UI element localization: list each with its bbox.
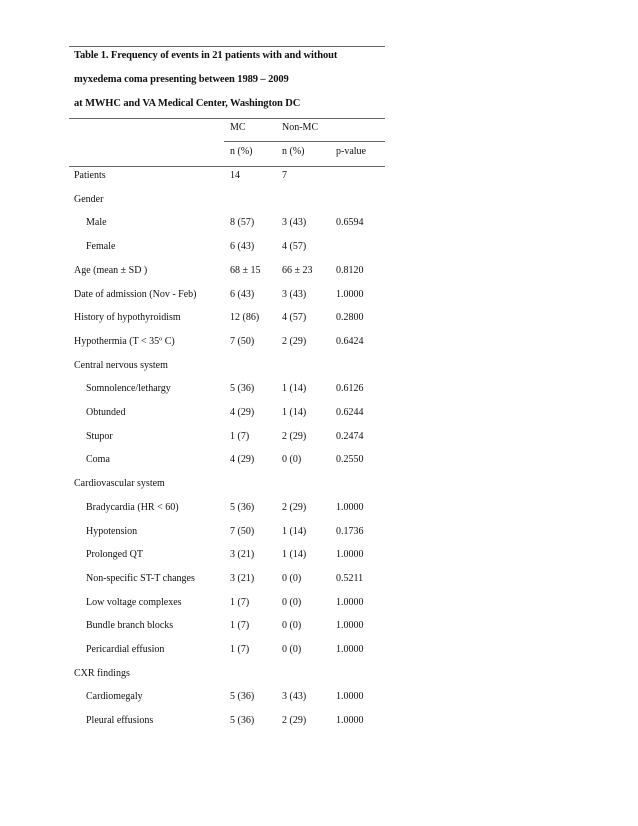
nonmc-value: 1 (14) bbox=[282, 407, 307, 418]
mc-value: 12 (86) bbox=[230, 312, 260, 324]
pvalue: 1.0000 bbox=[336, 715, 364, 727]
pvalue: 0.6594 bbox=[336, 217, 364, 229]
nonmc-value: 4 (57) bbox=[282, 241, 307, 253]
mc-value: 4 (29) bbox=[230, 454, 255, 466]
table-row bbox=[0, 336, 638, 350]
table-row bbox=[0, 194, 638, 208]
row-label: Non-specific ST-T changes bbox=[86, 572, 195, 584]
mc-value: 3 (21) bbox=[230, 549, 255, 561]
pvalue: 1.0000 bbox=[336, 596, 364, 608]
mc-value: 14 bbox=[230, 170, 240, 181]
table-row bbox=[0, 573, 638, 587]
table-row bbox=[0, 668, 638, 682]
mc-value: 7 (50) bbox=[230, 525, 255, 537]
table-row bbox=[0, 241, 638, 255]
table-row bbox=[0, 715, 638, 729]
nonmc-value: 1 (14) bbox=[282, 383, 307, 395]
nonmc-value: 3 (43) bbox=[282, 691, 307, 703]
nonmc-value: 66 ± 23 bbox=[282, 264, 313, 276]
row-label: Low voltage complexes bbox=[86, 596, 182, 608]
table-row bbox=[0, 289, 638, 303]
table-caption-line-3: at MWHC and VA Medical Center, Washington DC bbox=[74, 98, 301, 109]
row-label: Bundle branch blocks bbox=[86, 620, 174, 632]
group-header-row bbox=[0, 122, 638, 136]
table-row bbox=[0, 691, 638, 705]
table-row bbox=[0, 526, 638, 540]
table-row bbox=[0, 597, 638, 611]
nonmc-value: 0 (0) bbox=[282, 620, 302, 632]
pvalue: 0.2474 bbox=[336, 430, 364, 442]
nonmc-value: 2 (29) bbox=[282, 715, 307, 727]
row-label: Male bbox=[86, 217, 107, 229]
nonmc-value: 3 (43) bbox=[282, 217, 307, 229]
nonmc-value: 2 (29) bbox=[282, 430, 307, 442]
row-label: Date of admission (Nov - Feb) bbox=[74, 288, 197, 300]
table-row bbox=[0, 478, 638, 492]
nonmc-value: 0 (0) bbox=[282, 596, 302, 608]
group-header-rule bbox=[224, 141, 385, 142]
row-label: Gender bbox=[74, 193, 104, 205]
table-row bbox=[0, 644, 638, 658]
mc-value: 1 (7) bbox=[230, 596, 250, 608]
table-caption-line-1: Table 1. Frequency of events in 21 patients with and without bbox=[74, 50, 338, 61]
row-label: Patients bbox=[74, 170, 106, 181]
row-label: Hypotension bbox=[86, 525, 138, 537]
pvalue: 0.5211 bbox=[336, 572, 364, 584]
row-label: Coma bbox=[86, 454, 110, 466]
nonmc-value: 2 (29) bbox=[282, 335, 307, 347]
table-row bbox=[0, 431, 638, 445]
nonmc-value: 2 (29) bbox=[282, 501, 307, 513]
row-label: Pericardial effusion bbox=[86, 644, 165, 655]
mc-value: 3 (21) bbox=[230, 572, 255, 584]
row-label: Somnolence/lethargy bbox=[86, 383, 171, 395]
table-row bbox=[0, 502, 638, 516]
table-row bbox=[0, 620, 638, 634]
table-row bbox=[0, 454, 638, 468]
pvalue: 0.1736 bbox=[336, 525, 364, 537]
pvalue-header: p-value bbox=[336, 146, 366, 157]
mc-value: 68 ± 15 bbox=[230, 264, 261, 276]
unit-header-row bbox=[0, 146, 638, 160]
table-row bbox=[0, 360, 638, 374]
pvalue: 1.0000 bbox=[336, 644, 364, 655]
mc-value: 1 (7) bbox=[230, 620, 250, 632]
row-label: Cardiomegaly bbox=[86, 691, 143, 703]
pvalue: 0.6126 bbox=[336, 383, 364, 395]
mc-value: 1 (7) bbox=[230, 644, 250, 655]
nonmc-value: 1 (14) bbox=[282, 549, 307, 561]
row-label: History of hypothyroidism bbox=[74, 312, 181, 324]
row-label: Central nervous system bbox=[74, 359, 168, 371]
row-label: Hypothermia (T < 35º C) bbox=[74, 335, 175, 347]
pvalue: 1.0000 bbox=[336, 288, 364, 300]
nonmc-value: 3 (43) bbox=[282, 288, 307, 300]
mc-value: 5 (36) bbox=[230, 691, 255, 703]
mc-value: 1 (7) bbox=[230, 430, 250, 442]
pvalue: 1.0000 bbox=[336, 549, 364, 561]
table-row bbox=[0, 549, 638, 563]
nonmc-value: 4 (57) bbox=[282, 312, 307, 324]
mc-value: 7 (50) bbox=[230, 335, 255, 347]
row-label: CXR findings bbox=[74, 667, 130, 679]
table-row bbox=[0, 170, 638, 184]
pvalue: 1.0000 bbox=[336, 501, 364, 513]
header-bottom-rule bbox=[69, 166, 385, 167]
nonmc-unit-header: n (%) bbox=[282, 146, 305, 157]
table-caption-line-2: myxedema coma presenting between 1989 – 2009 bbox=[74, 74, 289, 85]
pvalue: 1.0000 bbox=[336, 620, 364, 632]
mc-value: 5 (36) bbox=[230, 501, 255, 513]
row-label: Age (mean ± SD ) bbox=[74, 264, 148, 276]
pvalue: 0.2550 bbox=[336, 454, 364, 466]
mc-value: 6 (43) bbox=[230, 288, 255, 300]
mc-group-header: MC bbox=[230, 122, 246, 133]
row-label: Obtunded bbox=[86, 407, 126, 418]
row-label: Pleural effusions bbox=[86, 715, 154, 727]
nonmc-value: 0 (0) bbox=[282, 572, 302, 584]
mc-value: 4 (29) bbox=[230, 407, 255, 418]
nonmc-value: 0 (0) bbox=[282, 644, 302, 655]
pvalue: 0.6244 bbox=[336, 407, 364, 418]
row-label: Female bbox=[86, 241, 116, 253]
nonmc-group-header: Non-MC bbox=[282, 122, 319, 133]
nonmc-value: 1 (14) bbox=[282, 525, 307, 537]
row-label: Bradycardia (HR < 60) bbox=[86, 501, 179, 513]
pvalue: 0.6424 bbox=[336, 335, 364, 347]
mc-value: 8 (57) bbox=[230, 217, 255, 229]
pvalue: 0.2800 bbox=[336, 312, 364, 324]
top-rule bbox=[69, 46, 385, 47]
nonmc-value: 7 bbox=[282, 170, 287, 181]
nonmc-value: 0 (0) bbox=[282, 454, 302, 466]
table-row bbox=[0, 265, 638, 279]
caption-rule bbox=[69, 118, 385, 119]
mc-value: 6 (43) bbox=[230, 241, 255, 253]
table-row bbox=[0, 217, 638, 231]
row-label: Stupor bbox=[86, 430, 113, 442]
mc-value: 5 (36) bbox=[230, 715, 255, 727]
row-label: Prolonged QT bbox=[86, 549, 143, 561]
pvalue: 0.8120 bbox=[336, 264, 364, 276]
mc-value: 5 (36) bbox=[230, 383, 255, 395]
row-label: Cardiovascular system bbox=[74, 478, 165, 490]
table-row bbox=[0, 407, 638, 421]
mc-unit-header: n (%) bbox=[230, 146, 253, 157]
pvalue: 1.0000 bbox=[336, 691, 364, 703]
table-row bbox=[0, 383, 638, 397]
table-row bbox=[0, 312, 638, 326]
